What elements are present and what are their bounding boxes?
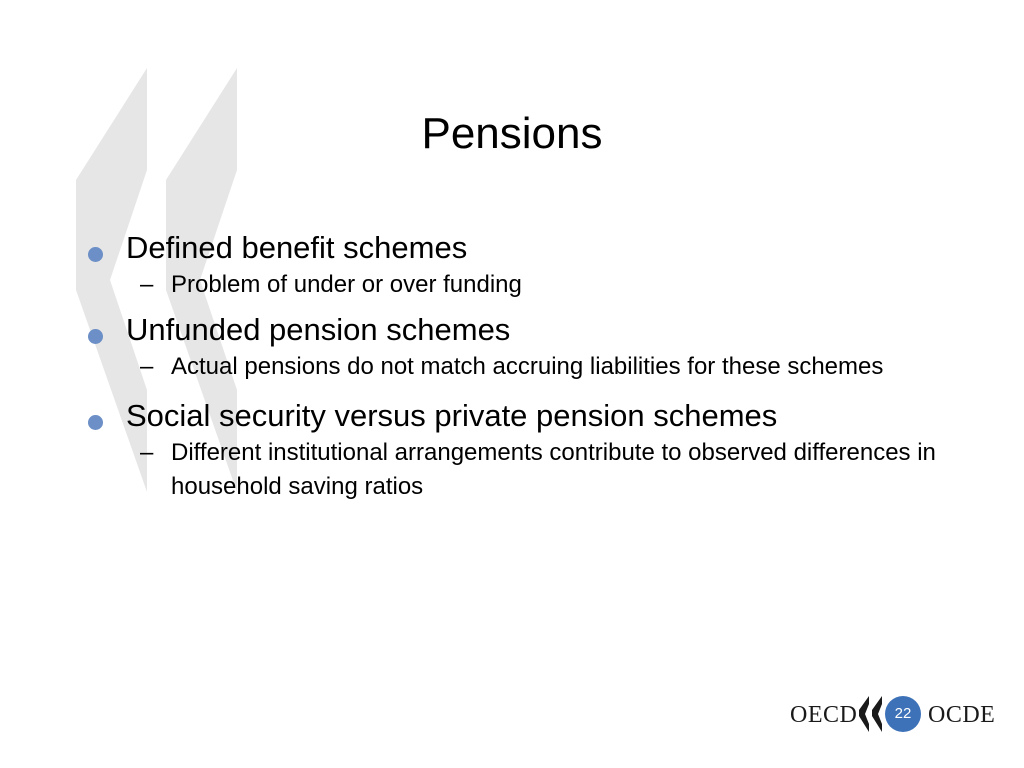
bullet-item	[82, 396, 942, 436]
logo-text-oecd: OECD	[790, 702, 858, 728]
bullet-dot-icon	[88, 247, 103, 262]
logo-text-ocde: OCDE	[928, 702, 996, 728]
sub-bullet-text: Problem of under or over funding	[171, 271, 522, 298]
sub-bullet-text: Actual pensions do not match accruing liabilities for these schemes	[171, 353, 884, 380]
bullet-list	[82, 228, 942, 504]
bullet-text: Social security versus private pension schemes	[126, 398, 778, 433]
dash-marker: –	[140, 439, 154, 466]
bullet-item	[82, 228, 942, 268]
slide-title: Pensions	[421, 109, 603, 158]
page-number: 22	[885, 696, 921, 732]
dash-marker: –	[140, 271, 154, 298]
sub-bullet-item	[82, 268, 942, 302]
sub-bullet-item	[82, 350, 942, 384]
sub-bullet-item	[82, 436, 942, 504]
dash-marker: –	[140, 353, 154, 380]
bullet-text: Defined benefit schemes	[126, 230, 468, 265]
bullet-dot-icon	[88, 329, 103, 344]
bullet-dot-icon	[88, 415, 103, 430]
logo-quote-icon	[858, 696, 884, 732]
oecd-logo	[788, 694, 998, 736]
bullet-item	[82, 310, 942, 350]
bullet-text: Unfunded pension schemes	[126, 312, 511, 347]
sub-bullet-text: Different institutional arrangements contribute to observed differences in household saving ratios	[171, 439, 936, 500]
